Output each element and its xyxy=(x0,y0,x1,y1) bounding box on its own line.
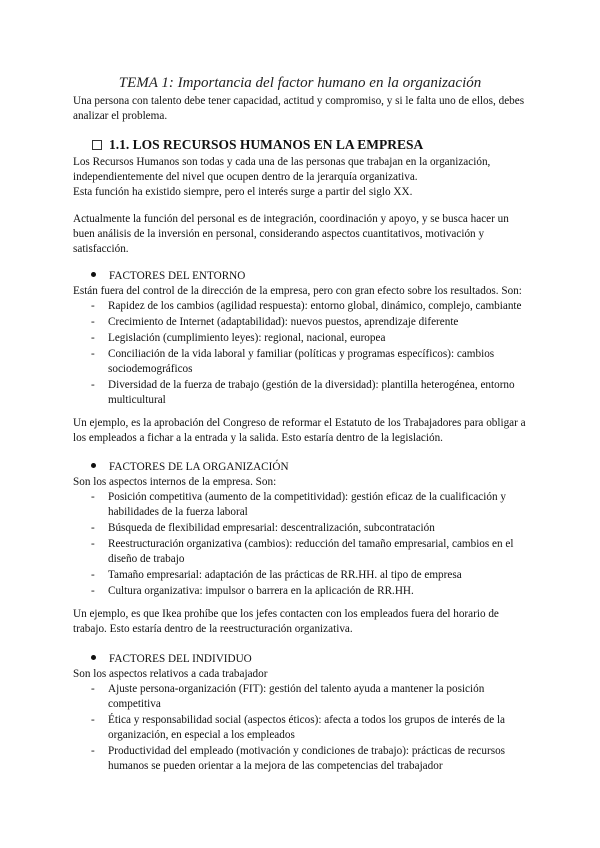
list-item: - Crecimiento de Internet (adaptabilidad): nuevos puestos, aprendizaje diferente xyxy=(91,316,459,328)
list-item: - Ética y responsabilidad social (aspectos éticos): afecta a todos los grupos de interés de la organización, en especial a los empleados xyxy=(91,714,506,741)
list-item: - Diversidad de la fuerza de trabajo (gestión de la diversidad): plantilla heterogénea, entorno multicultural xyxy=(91,379,515,406)
bullet-icon xyxy=(91,655,96,660)
list-item: - Conciliación de la vida laboral y familiar (políticas y programas específicos): cambios sociodemográficos xyxy=(91,348,495,375)
current-paragraph xyxy=(73,212,533,257)
text-line: Los Recursos Humanos son todas y cada una de las personas que trabajan en la organización, xyxy=(73,156,491,168)
definition-paragraph xyxy=(73,155,533,200)
entorno-example: Un ejemplo, es la aprobación del Congreso de reformar el Estatuto de los Trabajadores para obligar a los empleados a fichar a la entrada y la salida. Esto estaría dentro de la legislación. xyxy=(73,417,526,444)
checkbox-icon xyxy=(92,140,102,150)
text-line: Una persona con talento debe tener capacidad, actitud y compromiso, y si le falta uno de ellos, debes xyxy=(73,95,525,107)
list-item: - Posición competitiva (aumento de la competitividad): gestión eficaz de la cualificación y habilidades de la fuerza laboral xyxy=(91,491,506,518)
page-title: TEMA 1: Importancia del factor humano en la organización xyxy=(118,75,482,91)
entorno-list xyxy=(91,299,531,408)
section-heading: 1.1. LOS RECURSOS HUMANOS EN LA EMPRESA xyxy=(92,136,423,153)
entorno-heading: FACTORES DEL ENTORNO xyxy=(91,269,245,284)
list-item: - Productividad del empleado (motivación y condiciones de trabajo): prácticas de recursos humanos se pueden orientar a la mejora de las competencias del trabajador xyxy=(91,745,506,772)
text-line: buen análisis de la inversión en personal, considerando aspectos cuantitativos, motivación y xyxy=(73,228,485,240)
individuo-intro: Son los aspectos relativos a cada trabajador xyxy=(73,668,268,680)
organizacion-heading: FACTORES DE LA ORGANIZACIÓN xyxy=(91,460,289,475)
list-item: - Cultura organizativa: impulsor o barrera en la aplicación de RR.HH. xyxy=(91,585,414,597)
text-line: Actualmente la función del personal es de integración, coordinación y apoyo, y se busca hacer un xyxy=(73,213,509,225)
bullet-icon xyxy=(91,272,96,277)
text-line: analizar el problema. xyxy=(73,110,168,122)
bullet-icon xyxy=(91,463,96,468)
organizacion-list xyxy=(91,490,531,599)
list-item: - Rapidez de los cambios (agilidad respuesta): entorno global, dinámico, complejo, cambiante xyxy=(91,300,522,312)
list-item: - Legislación (cumplimiento leyes): regional, nacional, europea xyxy=(91,332,386,344)
list-item: - Reestructuración organizativa (cambios): reducción del tamaño empresarial, cambios en el diseño de trabajo xyxy=(91,538,514,565)
individuo-list xyxy=(91,682,531,774)
intro-paragraph xyxy=(73,94,533,124)
list-item: - Tamaño empresarial: adaptación de las prácticas de RR.HH. al tipo de empresa xyxy=(91,569,462,581)
organizacion-example: Un ejemplo, es que Ikea prohíbe que los jefes contacten con los empleados fuera del horario de trabajo. Esto estaría dentro de la reestructuración organizativa. xyxy=(73,608,499,635)
list-item: - Ajuste persona-organización (FIT): gestión del talento ayuda a mantener la posición competitiva xyxy=(91,683,485,710)
text-line: independientemente del nivel que ocupen dentro de la jerarquía organizativa. xyxy=(73,171,418,183)
text-line: Esta función ha existido siempre, pero el interés surge a partir del siglo XX. xyxy=(73,186,413,198)
text-line: satisfacción. xyxy=(73,243,129,255)
organizacion-intro: Son los aspectos internos de la empresa. Son: xyxy=(73,476,277,488)
individuo-heading: FACTORES DEL INDIVIDUO xyxy=(91,652,252,667)
list-item: - Búsqueda de flexibilidad empresarial: descentralización, subcontratación xyxy=(91,522,435,534)
entorno-intro: Están fuera del control de la dirección de la empresa, pero con gran efecto sobre los resultados. Son: xyxy=(73,285,522,297)
